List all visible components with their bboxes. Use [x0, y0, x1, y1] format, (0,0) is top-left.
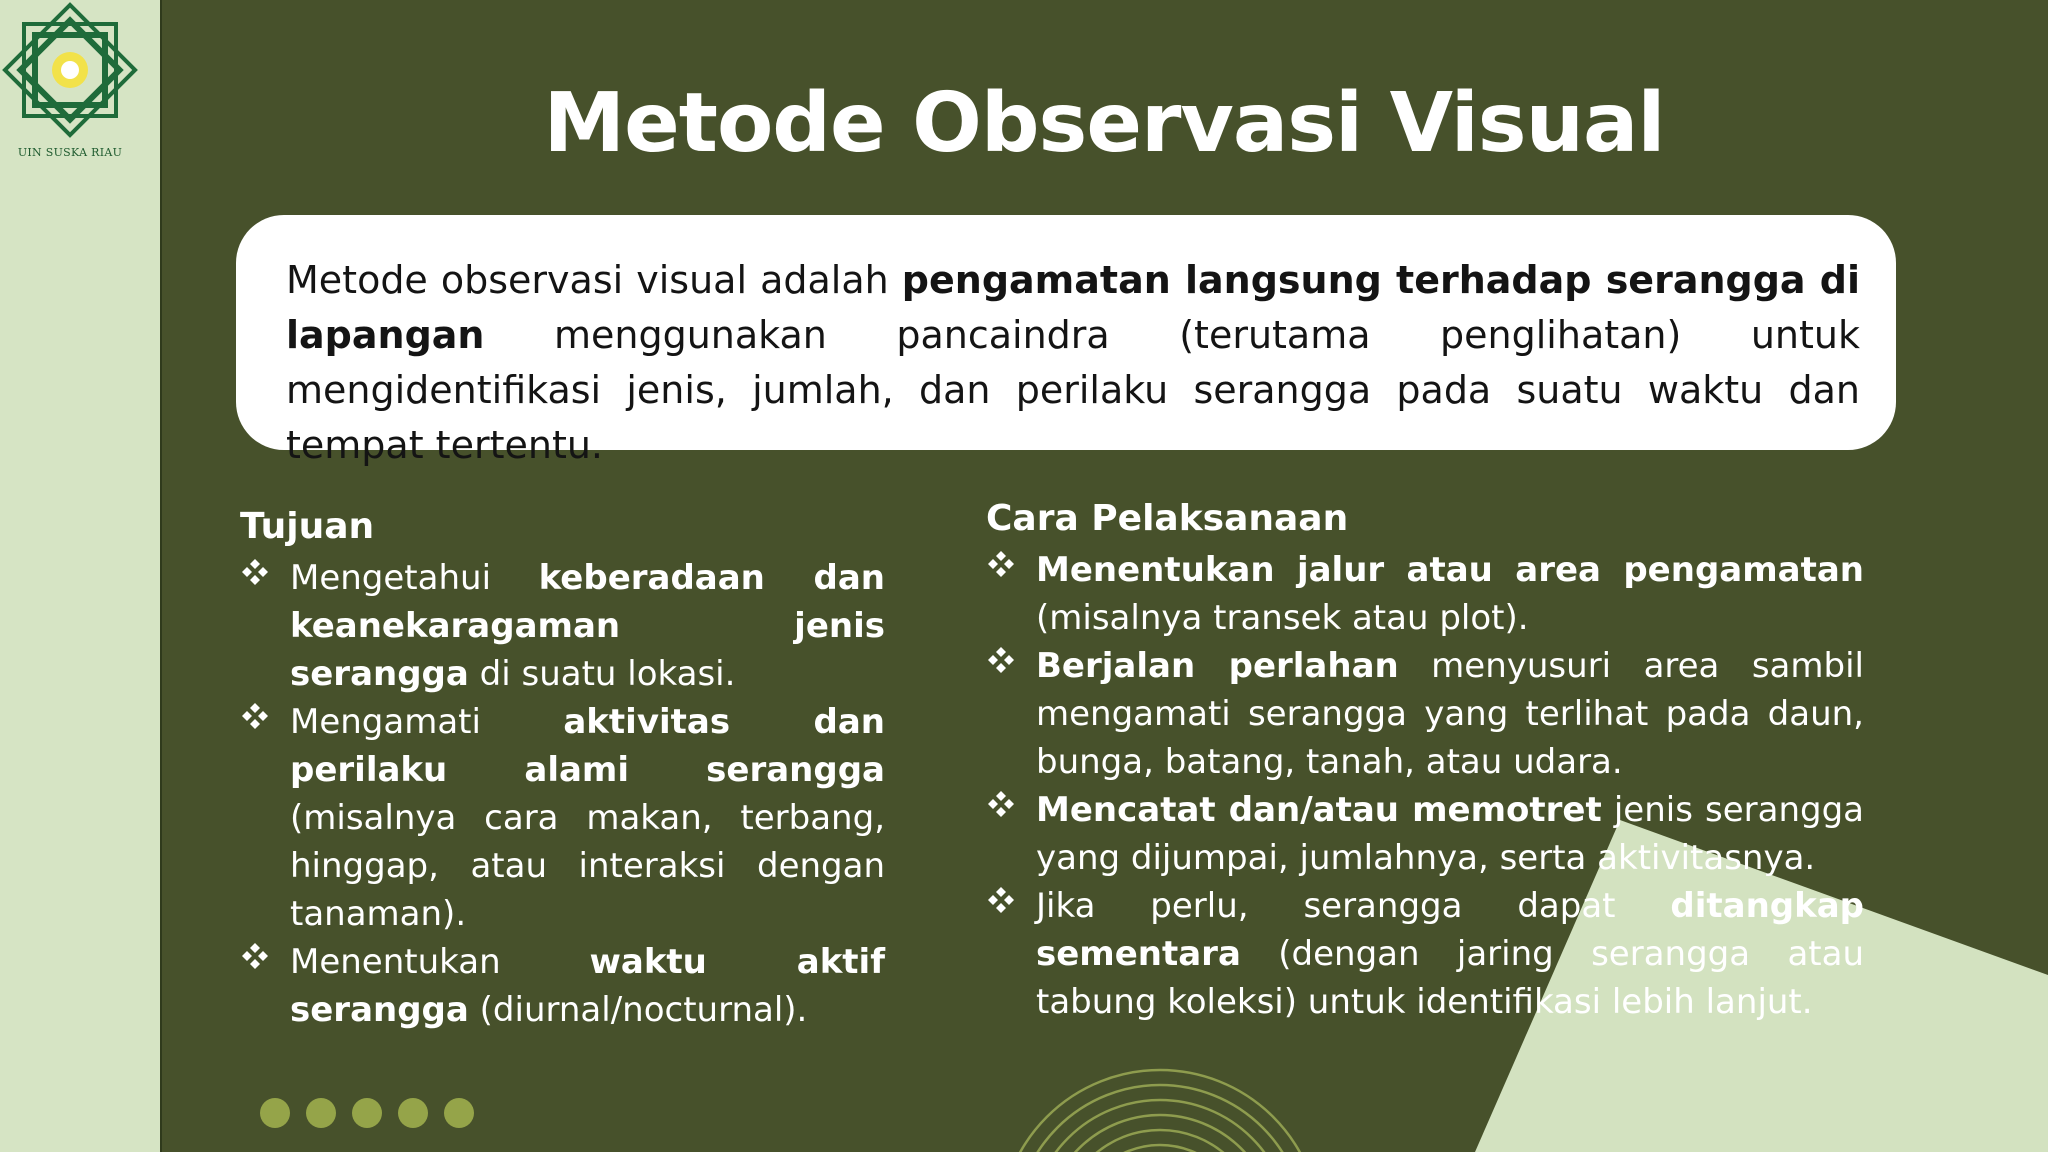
- pagination-dot: [352, 1098, 382, 1128]
- item-bold: ditangkap sementara: [1036, 886, 1864, 974]
- list-item: [986, 786, 1864, 882]
- list-item: [240, 554, 885, 698]
- item-text: (misalnya transek atau plot).: [1036, 598, 1529, 638]
- pagination-dot: [260, 1098, 290, 1128]
- tujuan-heading: Tujuan: [240, 506, 375, 547]
- item-text: (misalnya cara makan, terbang, hinggap, atau interaksi dengan tanaman).: [290, 798, 885, 934]
- item-text: Jika perlu, serangga dapat: [1036, 886, 1671, 926]
- list-item: [986, 546, 1864, 642]
- item-text: di suatu lokasi.: [468, 654, 736, 694]
- pagination-dots: [260, 1098, 474, 1128]
- four-diamond-icon: [240, 701, 270, 731]
- list-item: [986, 882, 1864, 1026]
- item-bold: Berjalan perlahan: [1036, 646, 1399, 686]
- pagination-dot: [398, 1098, 428, 1128]
- cara-list: [986, 546, 1864, 1026]
- item-bold: aktivitas dan perilaku alami serangga: [290, 702, 885, 790]
- four-diamond-icon: [240, 557, 270, 587]
- four-diamond-icon: [986, 789, 1016, 819]
- tujuan-section: [240, 500, 885, 1034]
- item-bold: Mencatat dan/atau memotret: [1036, 790, 1602, 830]
- four-diamond-icon: [986, 549, 1016, 579]
- uin-suska-logo: [0, 0, 140, 140]
- pagination-dot: [306, 1098, 336, 1128]
- cara-heading: Cara Pelaksanaan: [986, 498, 1349, 539]
- item-text: menyusuri area sambil mengamati serangga yang terlihat pada daun, bunga, batang, tanah, atau udara.: [1036, 646, 1864, 782]
- definition-box: [236, 215, 1896, 467]
- list-item: [986, 642, 1864, 786]
- four-diamond-icon: [986, 645, 1016, 675]
- item-bold: Menentukan jalur atau area pengamatan: [1036, 550, 1864, 590]
- cara-section: [986, 492, 1864, 1026]
- item-bold: waktu aktif serangga: [290, 942, 886, 1030]
- list-item: [240, 698, 885, 938]
- sidebar: [0, 0, 162, 1152]
- logo-caption: UIN SUSKA RIAU: [17, 146, 123, 159]
- item-bold: keberadaan dan keanekaragaman jenis serangga: [290, 558, 885, 694]
- item-text: Mengamati: [290, 702, 564, 742]
- item-text: jenis serangga yang dijumpai, jumlahnya, serta aktivitasnya.: [1036, 790, 1864, 878]
- item-text: (dengan jaring serangga atau tabung koleksi) untuk identifikasi lebih lanjut.: [1036, 934, 1864, 1022]
- pagination-dot: [444, 1098, 474, 1128]
- definition-bold: pengamatan langsung terhadap serangga di lapangan: [286, 258, 1861, 357]
- four-diamond-icon: [240, 941, 270, 971]
- definition-text-part: Metode observasi visual adalah: [286, 258, 902, 302]
- slide-main: [160, 0, 2048, 1152]
- four-diamond-icon: [986, 885, 1016, 915]
- slide-title: Metode Observasi Visual: [543, 76, 1665, 171]
- tujuan-list: [240, 554, 885, 1034]
- item-text: (diurnal/nocturnal).: [468, 990, 808, 1030]
- item-text: Menentukan: [290, 942, 590, 982]
- definition-text-part: menggunakan pancaindra (terutama penglihatan) untuk mengidentifikasi jenis, jumlah, dan perilaku serangga pada suatu waktu dan tempat tertentu.: [286, 313, 1860, 467]
- definition-text: [286, 253, 1860, 473]
- item-text: Mengetahui: [290, 558, 539, 598]
- list-item: [240, 938, 885, 1034]
